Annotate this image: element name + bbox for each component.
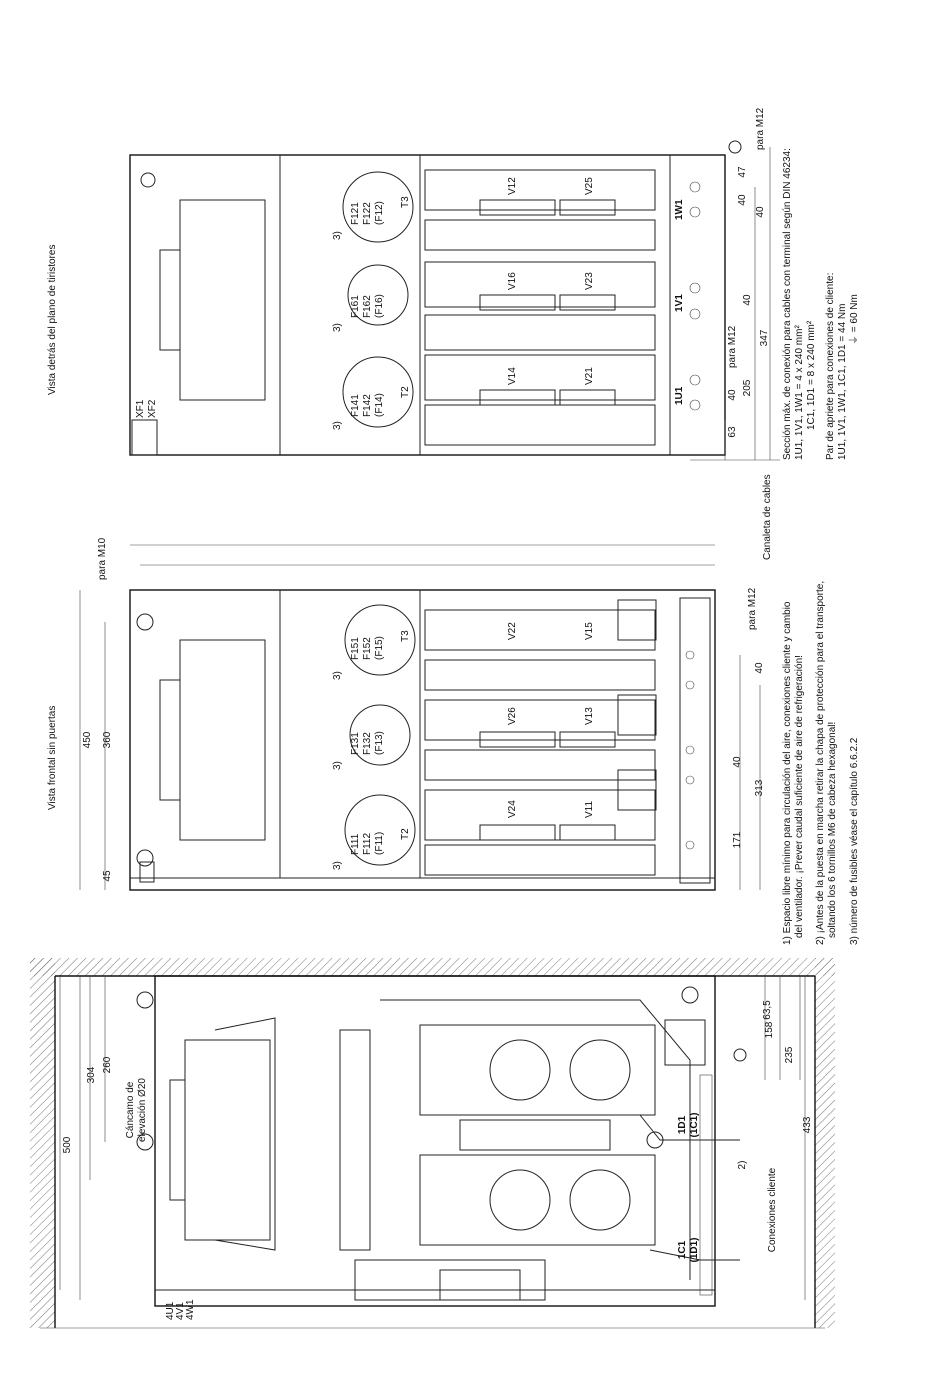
note-1a: 1) Espacio libre mínimo para circulación del aire, conexiones cliente y cambio: [782, 601, 793, 945]
fuse-f141: F141: [350, 394, 361, 417]
dim-347: 347: [759, 329, 770, 347]
dim-47: 47: [737, 166, 748, 178]
ref-3-c: 3): [332, 861, 343, 870]
ref-3-e: 3): [332, 323, 343, 332]
label-1c1: 1C1: [677, 1240, 688, 1260]
wall-hatch-right: [815, 958, 835, 1328]
cable-note-3: 1C1, 1D1 = 8 x 240 mm²: [806, 320, 817, 430]
label-xf1: XF1: [135, 399, 146, 418]
dim-235: 235: [784, 1046, 795, 1064]
fuse-f161: F161: [350, 295, 361, 318]
para-m10: para M10: [97, 537, 108, 580]
label-4v1: 4V1: [175, 1302, 186, 1320]
wall-hatch-top: [30, 958, 835, 976]
conexiones-label: Conexiones cliente: [767, 1167, 778, 1253]
ground-icon: [734, 1049, 746, 1061]
dim-158: 158: [764, 1021, 775, 1039]
wall-hatch-left: [30, 958, 55, 1328]
dim-433: 433: [802, 1116, 813, 1134]
thy-v13: V13: [584, 707, 595, 725]
thy-v14: V14: [507, 367, 518, 385]
label-t3-front: T3: [400, 630, 411, 642]
dim-171: 171: [732, 831, 743, 849]
fuse-f15: (F15): [374, 636, 385, 660]
canaleta-label: Canaleta de cables: [762, 474, 773, 560]
label-t2-rear: T2: [400, 386, 411, 398]
dim-500: 500: [62, 1136, 73, 1154]
thy-v26: V26: [507, 707, 518, 725]
thy-v15: V15: [584, 622, 595, 640]
fuse-f111: F111: [350, 833, 361, 855]
label-xf2: XF2: [147, 399, 158, 418]
fuse-f13: (F13): [374, 731, 385, 755]
dim-63: 63: [727, 426, 738, 438]
label-4u1: 4U1: [165, 1301, 176, 1320]
fuse-f151: F151: [350, 637, 361, 660]
para-m12-rear-a: para M12: [755, 107, 766, 150]
dim-40-rear-d: 40: [727, 389, 738, 401]
thy-v12: V12: [507, 177, 518, 195]
cable-note-4: Par de apriete para conexiones de cliente:: [825, 272, 836, 460]
dim-40-front-a: 40: [754, 662, 765, 674]
label-4w1: 4W1: [185, 1299, 196, 1320]
label-1d1p: (1D1): [689, 1237, 700, 1263]
ref-3-f: 3): [332, 421, 343, 430]
dim-450: 450: [82, 731, 93, 749]
side-view: [30, 958, 835, 1328]
dim-40-front-b: 40: [732, 756, 743, 768]
dim-360: 360: [102, 731, 113, 749]
label-1u1: 1U1: [674, 386, 685, 405]
fuse-f152: F152: [362, 637, 373, 660]
label-1w1: 1W1: [674, 199, 685, 220]
front-title: Vista frontal sin puertas: [47, 705, 58, 810]
elevacion-label: elevación Ø20: [137, 1078, 148, 1142]
dim-40-rear-b: 40: [755, 206, 766, 218]
fuse-f121: F121: [350, 202, 361, 225]
thy-v16: V16: [507, 272, 518, 290]
ground-icon: [729, 141, 741, 153]
fuse-f11: (F11): [374, 831, 385, 855]
thy-v24: V24: [507, 800, 518, 818]
fuse-f16: (F16): [374, 294, 385, 318]
cable-note-1: Sección máx. de conexión para cables con terminal según DIN 46234:: [782, 148, 793, 460]
label-t2-front: T2: [400, 828, 411, 840]
cable-note-5: 1U1, 1V1, 1W1, 1C1, 1D1 = 44 Nm: [837, 303, 848, 460]
ref-2: 2): [737, 1160, 748, 1170]
label-1d1: 1D1: [677, 1115, 688, 1135]
ref-3-b: 3): [332, 761, 343, 770]
dim-40-rear-c: 40: [742, 294, 753, 306]
thy-v23: V23: [584, 272, 595, 290]
ref-3-a: 3): [332, 671, 343, 680]
dim-40-rear-a: 40: [737, 194, 748, 206]
fuse-f14: (F14): [374, 393, 385, 417]
thy-v22: V22: [507, 622, 518, 640]
fuse-f12: (F12): [374, 201, 385, 225]
fuse-f162: F162: [362, 295, 373, 318]
dim-313: 313: [754, 779, 765, 797]
label-1c1p: (1C1): [689, 1112, 700, 1138]
fuse-f122: F122: [362, 202, 373, 225]
dim-63-5: 63,5: [762, 1000, 773, 1020]
label-1v1: 1V1: [674, 294, 685, 312]
cable-note-2: 1U1, 1V1, 1W1 = 4 x 240 mm²: [794, 325, 805, 460]
front-view: [80, 545, 760, 890]
thy-v11: V11: [584, 800, 595, 818]
fuse-f131: F131: [350, 732, 361, 755]
note-2b: soltando los 6 tornillos M6 de cabeza hexagonal!: [827, 721, 838, 938]
label-t3-rear: T3: [400, 196, 411, 208]
note-2a: 2) ¡Antes de la puesta en marcha retirar la chapa de protección para el transporte,: [815, 580, 826, 945]
fuse-f132: F132: [362, 732, 373, 755]
dim-45: 45: [102, 870, 113, 882]
para-m12-front: para M12: [747, 587, 758, 630]
cancamo-label: Cáncamo de: [125, 1081, 136, 1139]
fuse-f112: F112: [362, 832, 373, 855]
note-1b: del ventilador. ¡Prever caudal suficiente de aire de refrigeración!: [794, 655, 805, 938]
rear-title: Vista detrás del plano de tiristores: [47, 244, 58, 395]
dim-205: 205: [742, 379, 753, 397]
dim-260: 260: [102, 1056, 113, 1074]
thy-v21: V21: [584, 367, 595, 385]
dim-304: 304: [86, 1066, 97, 1084]
labels: [47, 107, 860, 1320]
thy-v25: V25: [584, 177, 595, 195]
ref-3-d: 3): [332, 231, 343, 240]
cable-note-6: ⏚ = 60 Nm: [849, 294, 860, 345]
note-3: 3) número de fusibles véase el capítulo 6.6.2.2: [849, 737, 860, 945]
para-m12-rear-b: para M12: [727, 325, 738, 368]
fuse-f142: F142: [362, 394, 373, 417]
